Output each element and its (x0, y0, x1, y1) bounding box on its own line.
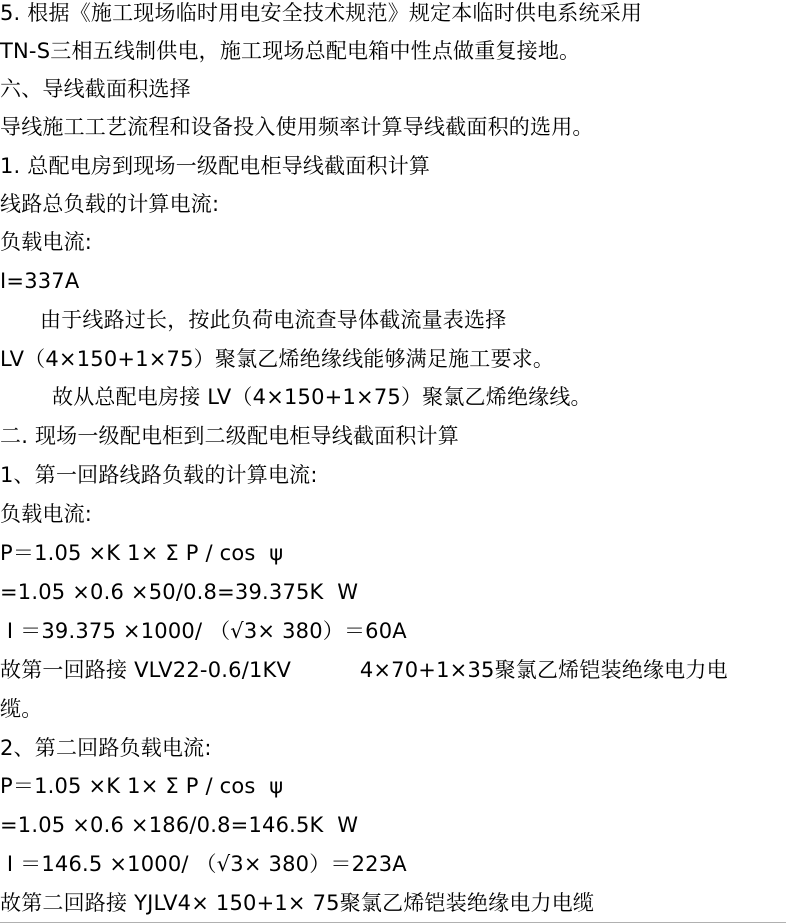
text-line-10: LV（4×150+1×75）聚氯乙烯绝缘线能够满足施工要求。 (0, 347, 555, 371)
text-line-7: 负载电流: (0, 230, 93, 254)
text-line-24: 故第二回路接 YJLV4× 150+1× 75聚氯乙烯铠装绝缘电力电缆 (0, 891, 595, 915)
formula-line-current-1: I ＝39.375 ×1000/ （√3× 380）＝60A (0, 619, 407, 643)
formula-line-current: I=337A (0, 269, 80, 293)
section-heading-2: 二. 现场一级配电柜到二级配电柜导线截面积计算 (0, 424, 459, 448)
formula-line-calc-2: =1.05 ×0.6 ×186/0.8=146.5K W (0, 813, 359, 837)
text-line-1: 5. 根据《施工现场临时用电安全技术规范》规定本临时供电系统采用 (0, 1, 643, 25)
text-line-20: 2、第二回路负载电流: (0, 736, 212, 760)
page-bottom-rule (0, 922, 786, 923)
text-line-13: 1、第一回路线路负载的计算电流: (0, 463, 318, 487)
text-line-6: 线路总负载的计算电流: (0, 192, 220, 216)
text-line-11: 故从总配电房接 LV（4×150+1×75）聚氯乙烯绝缘线。 (52, 385, 592, 409)
text-line-2: TN-S三相五线制供电，施工现场总配电箱中性点做重复接地。 (0, 39, 581, 63)
formula-line-calc-1: =1.05 ×0.6 ×50/0.8=39.375K W (0, 580, 359, 604)
subsection-heading-1: 1. 总配电房到现场一级配电柜导线截面积计算 (0, 154, 431, 178)
text-line-14: 负载电流: (0, 502, 93, 526)
text-line-4: 导线施工工艺流程和设备投入使用频率计算导线截面积的选用。 (0, 115, 594, 139)
text-line-9: 由于线路过长，按此负荷电流查导体截流量表选择 (40, 308, 507, 332)
formula-line-current-2: I ＝146.5 ×1000/ （√3× 380）＝223A (0, 852, 407, 876)
text-line-18: 故第一回路接 VLV22-0.6/1KV 4×70+1×35聚氯乙烯铠装绝缘电力电 (0, 658, 728, 682)
section-heading-6: 六、导线截面积选择 (0, 77, 191, 101)
formula-line-power-2: P＝1.05 ×K 1× Σ P / cos ψ (0, 774, 284, 798)
formula-line-power-1: P＝1.05 ×K 1× Σ P / cos ψ (0, 541, 284, 565)
text-line-19: 缆。 (0, 697, 43, 721)
